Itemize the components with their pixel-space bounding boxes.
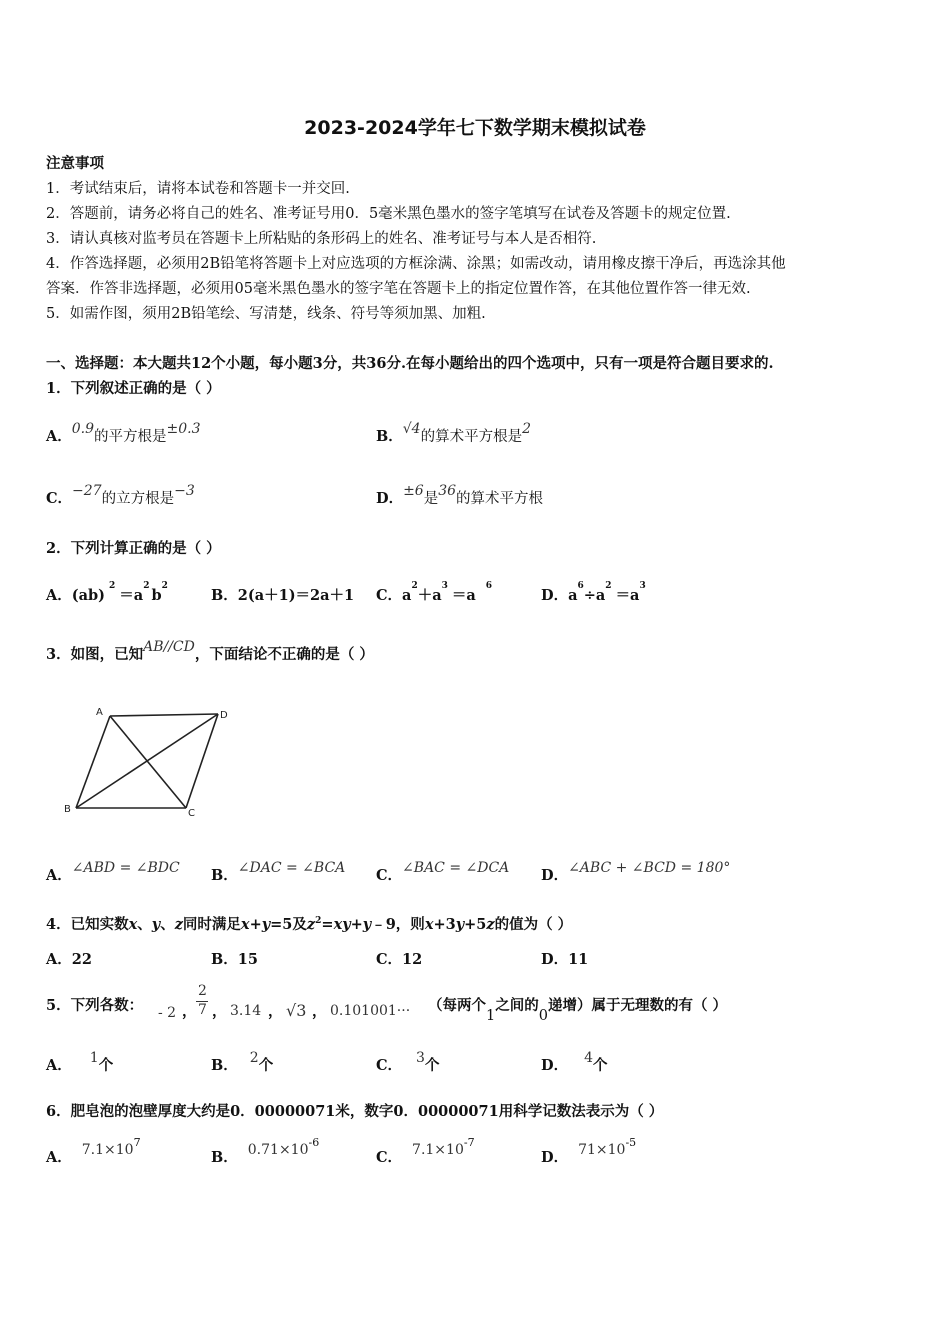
math: z [486,916,495,933]
notice-heading: 注意事项 [46,155,104,172]
math: −27 [72,483,102,499]
math: 2(a＋1)＝2a＋1 [237,587,355,604]
math: 4 [584,1050,593,1066]
question-5-stem-prefix: 5．下列各数： [46,997,144,1014]
q4-option-b: B．15 [211,951,258,968]
math: 7.1×10 [81,1142,134,1158]
notice-item: 1．考试结束后，请将本试卷和答题卡一并交回. [46,181,350,197]
option-label: A． [46,867,72,884]
stem-text: 3．如图，已知 [46,646,144,663]
exponent: 6 [485,581,493,591]
option-text: 的平方根是 [94,429,167,445]
option-label: B． [211,1149,238,1166]
option-text: 个 [424,1057,440,1074]
math: 3 [416,1050,425,1066]
q6-option-a [46,1136,141,1167]
option-label: B． [211,587,238,604]
option-label: D． [541,1057,569,1074]
q2-option-c [376,581,493,605]
option-label: C． [376,1057,403,1074]
option-label: C． [46,490,73,507]
q1-option-b [376,421,532,446]
option-text: 的立方根是 [101,491,175,507]
math: x+y [240,916,271,933]
math: 2 [522,421,532,437]
question-3-stem [46,639,374,664]
math: a [568,587,578,604]
option-text: 的算术平方根是 [420,429,523,445]
option-label: D． [376,490,404,507]
math: ＝a [451,587,476,604]
math: a [402,587,412,604]
vertex-label-b: B [64,804,71,815]
exponent: -6 [308,1136,320,1149]
q6-option-d [541,1136,637,1167]
math: −3 [174,483,195,499]
comma: ， [268,1003,283,1020]
math: xy+y [333,916,372,933]
notice-item: 2．答题前，请务必将自己的姓名、准考证号用0．5毫米黑色墨水的签字笔填写在试卷及答题卡的规定位置. [46,206,731,222]
exponent: 2 [143,581,150,591]
number-neg-2: - 2 [158,1005,177,1021]
q2-option-a [46,581,168,605]
q5-option-b [211,1050,274,1075]
stem-text: （每两个 [428,997,486,1014]
exponent: 2 [411,581,418,591]
q4-option-d: D．11 [541,951,589,968]
q6-option-b [211,1136,320,1167]
q5-option-d [541,1050,608,1075]
stem-text: +5 [464,916,487,933]
exponent: 2 [315,916,322,926]
option-text: 是 [423,491,439,507]
option-label: B． [376,428,403,445]
stem-text: 的值为（ ） [494,916,573,933]
parallelogram-figure [60,700,240,825]
question-6-stem: 6．肥皂泡的泡壁厚度大约是0．00000071米，数字0．00000071用科学记数法表示为（ ） [46,1103,664,1120]
option-label: B． [211,867,238,884]
number-3-14: 3.14 [230,1003,262,1019]
stem-text: 、 [160,916,175,933]
math: 0.9 [71,421,95,437]
q3-option-c [376,860,510,885]
option-label: C． [376,867,403,884]
q3-option-b [211,860,346,885]
question-5-stem-rest [428,994,728,1024]
q2-option-d [541,581,646,605]
math: b [151,587,162,604]
stem-text: 同时满足 [182,916,241,933]
section-heading: 一、选择题：本大题共12个小题，每小题3分，共36分.在每小题给出的四个选项中，只有一项是符合题目要求的. [46,355,774,372]
math: ∠BAC = ∠DCA [402,860,510,876]
q1-option-a [46,421,201,446]
question-2-stem: 2．下列计算正确的是（ ） [46,540,221,557]
stem-text: = [321,916,334,933]
notice-item: 4．作答选择题，必须用2B铅笔将答题卡上对应选项的方框涂满、涂黑；如需改动，请用橡皮擦干净后，再选涂其他 [46,256,786,272]
q1-option-d [376,483,544,508]
notice-item: 答案．作答非选择题，必须用05毫米黑色墨水的签字笔在答题卡上的指定位置作答，在其他位置作答一律无效. [46,281,751,297]
exponent: 2 [109,581,116,591]
number-sqrt-3: √3 [286,1001,307,1020]
q2-option-b [211,584,354,605]
math: ＝a [615,587,640,604]
exponent: 7 [133,1136,141,1149]
stem-text: 、 [137,916,152,933]
option-label: D． [541,587,569,604]
option-label: B． [211,1057,238,1074]
math: 1 [89,1050,99,1066]
math: ＋a [417,587,442,604]
math: z [306,916,316,933]
vertex-label-d: D [220,710,228,721]
math: 7.1×10 [412,1142,464,1158]
option-text: 个 [593,1057,608,1074]
question-1-stem: 1．下列叙述正确的是（ ） [46,380,221,397]
option-text: 的算术平方根 [456,491,544,507]
math: 0.71×10 [247,1142,309,1158]
comma: ， [182,1003,197,1020]
option-label: A． [46,1057,72,1074]
q4-option-c: C．12 [376,951,423,968]
math: ±6 [403,483,424,499]
math: x+ [424,916,446,933]
math: ＝a [119,587,144,604]
fraction-numerator: 2 [198,983,207,999]
exponent: 3 [639,581,646,591]
number-repeating: 0.101001··· [330,1003,411,1019]
math: AB//CD [143,639,195,655]
option-label: A． [46,1149,72,1166]
option-text: 个 [98,1057,114,1074]
math: 71×10 [578,1142,626,1158]
stem-text: 之间的 [495,997,539,1014]
math: (ab) [71,587,106,604]
math: ÷a [583,587,606,604]
option-label: D． [541,1149,569,1166]
math: x [128,916,138,933]
math: 36 [438,483,457,499]
q3-option-d [541,860,731,885]
stem-text: 3 [445,916,456,933]
page-title: 2023-2024学年七下数学期末模拟试卷 [304,117,646,139]
q4-option-a: A．22 [46,951,92,968]
option-label: C． [376,587,403,604]
option-label: D． [541,867,569,884]
math: ∠DAC = ∠BCA [237,860,346,876]
stem-text: 4．已知实数 [46,916,129,933]
notice-item: 3．请认真核对监考员在答题卡上所粘贴的条形码上的姓名、准考证号与本人是否相符. [46,231,597,247]
q3-option-a [46,860,180,885]
exponent: 6 [577,581,584,591]
exponent: 2 [605,581,612,591]
notice-item: 5．如需作图，须用2B铅笔绘、写清楚，线条、符号等须加黑、加粗. [46,306,486,322]
option-label: C． [376,1149,403,1166]
vertex-label-a: A [96,707,103,718]
comma: ， [312,1003,327,1020]
q6-option-c [376,1136,475,1167]
option-label: A． [46,587,72,604]
vertex-label-c: C [188,808,195,819]
q1-option-c [46,483,195,508]
fraction-denominator: 7 [198,1002,207,1018]
math: ∠ABD = ∠BDC [71,860,180,876]
stem-text: 递增）属于无理数的有（ ） [547,997,728,1014]
exponent: -7 [463,1136,475,1149]
exponent: -5 [625,1136,637,1149]
math: √4 [402,421,421,437]
math: z [174,916,183,933]
math: ∠ABC + ∠BCD = 180° [568,860,731,876]
math: 2 [249,1050,259,1066]
question-4-stem [46,913,572,934]
option-text: 个 [258,1057,274,1074]
option-label: A． [46,428,72,445]
stem-text: ，下面结论不正确的是（ ） [194,646,374,663]
math: ±0.3 [166,421,201,437]
stem-text: ﹣9，则 [371,916,425,933]
stem-text: =5及 [270,916,307,933]
q5-option-c [376,1050,440,1075]
q5-option-a [46,1050,114,1075]
exponent: 2 [161,581,168,591]
math: 1 [486,1008,496,1024]
math: 0 [538,1008,548,1024]
math: y [151,916,161,933]
math: y [455,916,465,933]
exponent: 3 [441,581,448,591]
comma: ， [212,1003,227,1020]
